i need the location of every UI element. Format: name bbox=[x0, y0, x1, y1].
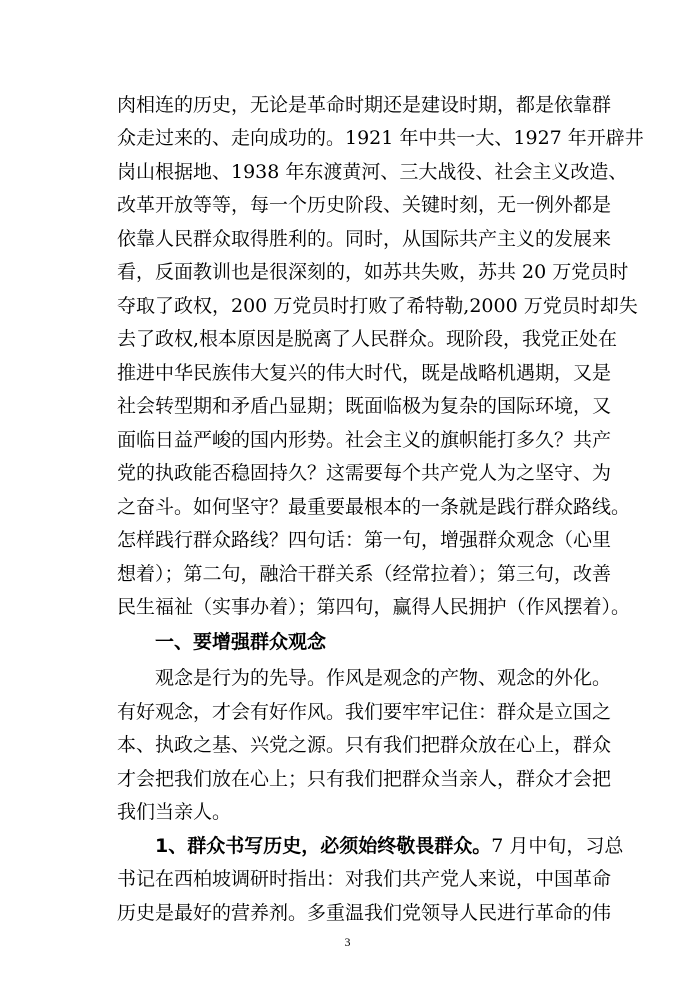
text-line: 历史是最好的营养剂。多重温我们党领导人民进行革命的伟 bbox=[117, 902, 612, 924]
text-line-with-bold-lead bbox=[155, 834, 624, 860]
text-line: 岗山根据地、1938 年东渡黄河、三大战役、社会主义改造、 bbox=[117, 161, 628, 183]
text-line: 之奋斗。如何坚守？最重要最根本的一条就是践行群众路线。 bbox=[117, 496, 631, 518]
section-heading: 一、要增强群众观念 bbox=[155, 631, 327, 653]
text-line: 夺取了政权，200 万党员时打败了希特勒,2000 万党员时却失 bbox=[117, 295, 638, 317]
text-line: 想着）；第二句，融洽干群关系（经常拉着）；第三句，改善 bbox=[117, 563, 612, 585]
text-line: 党的执政能否稳固持久？这需要每个共产党人为之坚守、为 bbox=[117, 462, 612, 484]
text-line: 依靠人民群众取得胜利的。同时，从国际共产主义的发展来 bbox=[117, 228, 612, 250]
text-line: 改革开放等等，每一个历史阶段、关键时刻，无一例外都是 bbox=[117, 194, 612, 216]
text-line: 我们当亲人。 bbox=[117, 801, 232, 823]
text-line: 推进中华民族伟大复兴的伟大时代，既是战略机遇期，又是 bbox=[117, 362, 612, 384]
text-line: 看，反面教训也是很深刻的，如苏共失败，苏共 20 万党员时 bbox=[117, 261, 629, 283]
text-line: 众走过来的、走向成功的。1921 年中共一大、1927 年开辟井 bbox=[117, 127, 644, 149]
text-line: 民生福祉（实事办着）；第四句，赢得人民拥护（作风摆着）。 bbox=[117, 596, 631, 618]
text-line: 本、执政之基、兴党之源。只有我们把群众放在心上，群众 bbox=[117, 734, 612, 756]
page-number: 3 bbox=[344, 935, 351, 949]
text-run: 7 月中旬，习总 bbox=[491, 835, 624, 857]
text-line: 面临日益严峻的国内形势。社会主义的旗帜能打多久？共产 bbox=[117, 429, 612, 451]
text-line: 去了政权,根本原因是脱离了人民群众。现阶段，我党正处在 bbox=[117, 328, 618, 350]
text-line: 有好观念，才会有好作风。我们要牢牢记住：群众是立国之 bbox=[117, 701, 612, 723]
text-line: 怎样践行群众路线？四句话：第一句，增强群众观念（心里 bbox=[117, 529, 612, 551]
bold-lead: 1、群众书写历史，必须始终敬畏群众。 bbox=[155, 835, 492, 857]
text-line: 观念是行为的先导。作风是观念的产物、观念的外化。 bbox=[155, 667, 612, 689]
text-line: 书记在西柏坡调研时指出：对我们共产党人来说，中国革命 bbox=[117, 868, 612, 890]
text-line: 才会把我们放在心上；只有我们把群众当亲人，群众才会把 bbox=[117, 768, 612, 790]
text-line: 肉相连的历史，无论是革命时期还是建设时期，都是依靠群 bbox=[117, 94, 612, 116]
text-line: 社会转型期和矛盾凸显期；既面临极为复杂的国际环境，又 bbox=[117, 395, 612, 417]
